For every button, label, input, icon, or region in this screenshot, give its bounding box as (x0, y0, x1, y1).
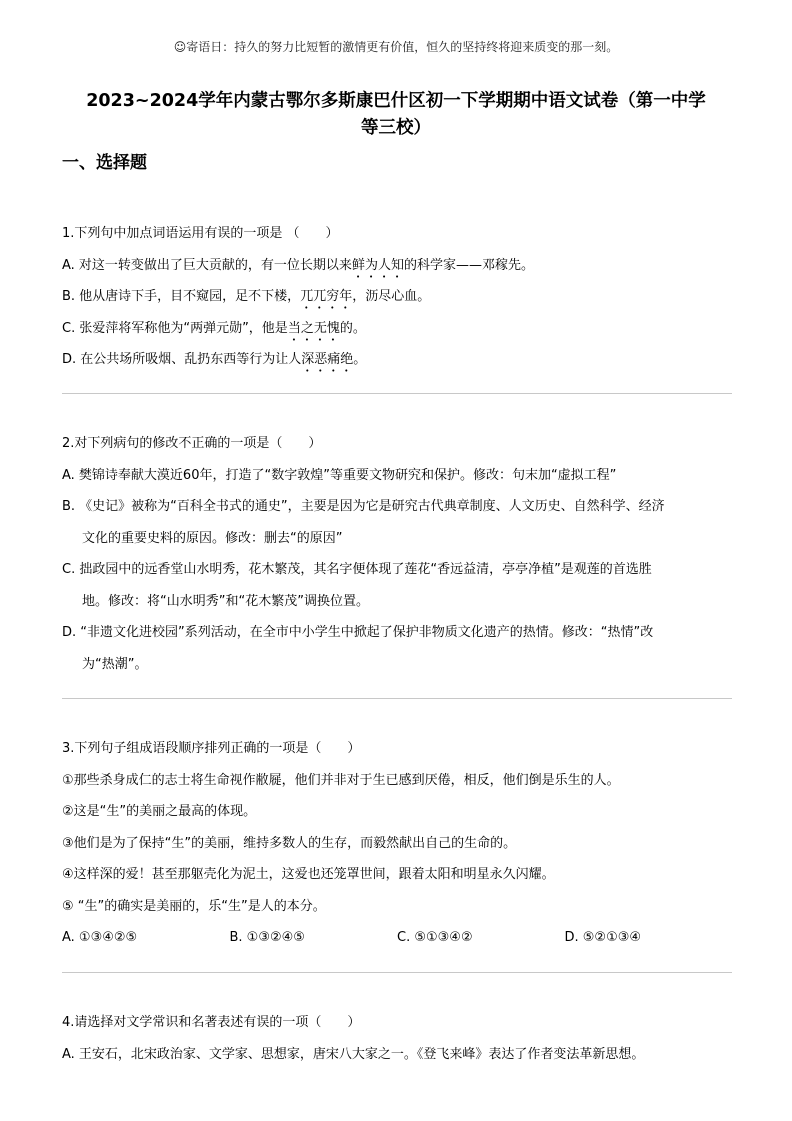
question-2-option-d: D. “非遗文化进校园”系列活动，在全市中小学生中掀起了保护非物质文化遗产的热情。修改：“热情”改 (62, 625, 654, 640)
question-2-option-b-cont: 文化的重要史料的原因。修改：删去“的原因” (82, 530, 343, 546)
section-title: 一、选择题 (62, 153, 147, 173)
question-1-option-a: A. 对这一转变做出了巨大贡献的，有一位长期以来鲜为人知的科学家——邓稼先。 (62, 257, 534, 273)
question-3-sentence-5: ⑤ “生”的确实是美丽的，乐“生”是人的本分。 (62, 898, 326, 914)
question-1-stem: 1.下列句中加点词语运用有误的一项是 （ ） (62, 226, 339, 241)
question-3-option-b: B. ①③②④⑤ (229, 930, 305, 945)
question-1-option-d: D. 在公共场所吸烟、乱扔东西等行为让人深恶痛绝。 (62, 352, 367, 367)
question-4-option-a: A. 王安石，北宋政治家、文学家、思想家，唐宋八大家之一。《登飞来峰》表达了作者变法革新思想。 (62, 1046, 645, 1062)
divider (62, 972, 732, 973)
question-4 (62, 1007, 732, 1070)
document-title (40, 88, 752, 142)
question-3-sentence-4: ④这样深的爱！甚至那躯壳化为泥土，这爱也还笼罩世间，跟着太阳和明星永久闪耀。 (62, 867, 555, 882)
question-3-option-a: A. ①③④②⑤ (62, 930, 138, 945)
emphasized-phrase: 鲜为人知 (351, 257, 404, 273)
question-3-options (62, 922, 732, 954)
question-3-sentence-3: ③他们是为了保持“生”的美丽，维持多数人的生存，而毅然献出自己的生命的。 (62, 835, 517, 851)
question-2-option-c: C. 拙政园中的远香堂山水明秀，花木繁茂，其名字便体现了莲花“香远益清，亭亭净植”是观莲的首选胜 (62, 562, 652, 577)
title-line-2: 等三校） (361, 118, 431, 138)
question-2-option-b: B. 《史记》被称为“百科全书式的通史”，主要是因为它是研究古代典章制度、人文历史、自然科学、经济 (62, 499, 665, 514)
header-motto: ☺寄语日：持久的努力比短暂的激情更有价值，恒久的坚持终将迎来质变的那一刻。 (173, 40, 619, 54)
title-line-1: 2023~2024学年内蒙古鄂尔多斯康巴什区初一下学期期中语文试卷（第一中学 (86, 91, 706, 111)
question-2-option-a: A. 樊锦诗奉献大漠近60年，打造了“数字敦煌”等重要文物研究和保护。修改：句末加“虚拟工程” (62, 467, 617, 483)
divider (62, 698, 732, 699)
question-2-option-c-cont: 地。修改：将“山水明秀”和“花木繁茂”调换位置。 (82, 593, 369, 609)
question-3-stem: 3.下列句子组成语段顺序排列正确的一项是（ ） (62, 741, 361, 756)
question-3-option-c: C. ⑤①③④② (397, 930, 473, 945)
question-1 (62, 218, 732, 376)
divider (62, 393, 732, 394)
emphasized-phrase: 当之无愧 (287, 320, 340, 336)
question-1-option-b: B. 他从唐诗下手，目不窥园，足不下楼，兀兀穷年，沥尽心血。 (62, 289, 431, 304)
question-3 (62, 733, 732, 954)
question-2-option-d-cont: 为“热潮”。 (82, 656, 148, 672)
question-3-option-d: D. ⑤②①③④ (564, 930, 642, 945)
question-3-sentence-2: ②这是“生”的美丽之最高的体现。 (62, 804, 257, 819)
question-1-option-c: C. 张爱萍将军称他为“两弹元勋”，他是当之无愧的。 (62, 320, 366, 336)
question-3-sentence-1: ①那些杀身成仁的志士将生命视作敝屣，他们并非对于生已感到厌倦，相反，他们倒是乐生的人。 (62, 772, 620, 788)
question-2 (62, 428, 732, 680)
emphasized-phrase: 深恶痛绝 (301, 352, 354, 367)
question-2-stem: 2.对下列病句的修改不正确的一项是（ ） (62, 436, 322, 451)
emphasized-phrase: 兀兀穷年 (300, 289, 353, 304)
question-4-stem: 4.请选择对文学常识和名著表述有误的一项（ ） (62, 1015, 361, 1030)
